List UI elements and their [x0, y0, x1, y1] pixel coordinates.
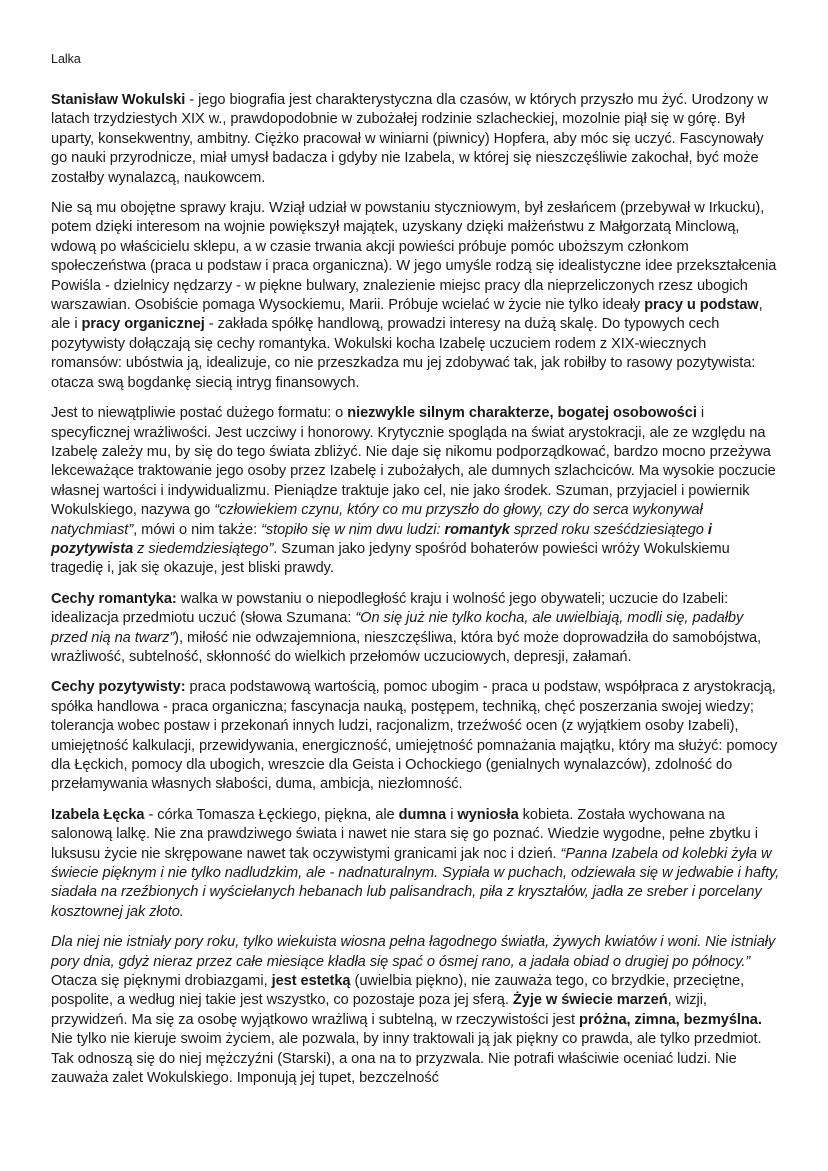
- italic-quote: sprzed roku sześćdziesiątego: [509, 521, 708, 538]
- text-run: , wizji, przywidzeń. Ma się za osobę wyjątkowo wrażliwą i subtelną, w rzeczywistości jest: [51, 992, 707, 1028]
- emphasis-text: romantyk: [444, 521, 510, 538]
- text-run: - córka Tomasza Łęckiego, piękna, ale: [144, 806, 399, 823]
- text-run: walka w powstaniu o niepodległość kraju i wolność jego obywateli; uczucie do Izabeli: idealizacja przedmiotu uczuć (słowa Szumana:: [51, 590, 729, 627]
- paragraph-2: [51, 199, 780, 393]
- bold-text: pracy organicznej: [81, 316, 205, 333]
- emphasis-text: i pozytywista: [51, 521, 712, 557]
- italic-quote: “On się już nie tylko kocha, ale uwielbiają, modli się, padałby przed nią na twarz”: [51, 610, 744, 646]
- text-run: , ale i: [51, 297, 763, 333]
- text-run: - jego biografia jest charakterystyczna dla czasów, w których przyszło mu żyć. Urodzony w latach trzydziestych XIX w., prawdopodobnie w zubożałej rodzinie szlacheckiej, mozolnie piął się w górę. Był uparty, konsekwentny, ambitny. Ciężko pracował w winiarni (piwnicy) Hopfera, aby móc się uczyć. Fascynowały go nauki przyrodnicze, miał umysł badacza i gdyby nie Izabela, w której się nieszczęśliwie zakochał, być może zostałby wynalazcą, naukowcem.: [51, 92, 768, 186]
- bold-text: próżna, zimna, bezmyślna.: [579, 1011, 762, 1028]
- text-run: ), miłość nie odwzajemniona, nieszczęśliwa, która być może doprowadziła do samobójstwa, wrażliwość, subtelność, skłonność do wielkich przełomów uczuciowych, depresji, załamań.: [51, 629, 762, 665]
- text-run: Nie tylko nie kieruje swoim życiem, ale pozwala, by inny traktowali ją jak piękny co prawda, ale tylko przedmiot. Tak odnoszą się do niej mężczyźni (Starski), a ona na to przyzwala. Nie potrafi właściwie oceniać ludzi. Nie zauważa zalet Wokulskiego. Imponują jej tupet, bezczelność: [51, 1031, 762, 1087]
- text-run: i: [446, 806, 458, 823]
- paragraph-6: [51, 806, 780, 922]
- text-run: . Szuman jako jedyny spośród bohaterów powieści wróży Wokulskiemu tragedię i, jak się okazuje, jest bliski prawdy.: [51, 540, 730, 577]
- bold-text: pracy u podstaw: [644, 297, 759, 314]
- bold-text: Cechy pozytywisty:: [51, 679, 186, 696]
- italic-quote: “stopiło się w nim dwu ludzi:: [261, 521, 445, 538]
- paragraph-4: [51, 590, 780, 668]
- bold-text: wyniosła: [457, 806, 519, 823]
- text-run: , mówi o nim także:: [133, 521, 262, 538]
- paragraph-1: [51, 91, 780, 188]
- bold-text: Żyje w świecie marzeń: [512, 992, 668, 1009]
- text-run: - zakłada spółkę handlową, prowadzi interesy na dużą skalę. Do typowych cech pozytywisty dołączają się cechy romantyka. Wokulski kocha Izabelę uczuciem rodem z XIX-wiecznych romansów: ubóstwia ją, idealizuje, co nie przeszkadza mu jej zdobywać tak, jak robiłby to rasowy pozytywista: otacza swą bogdankę siecią intryg finansowych.: [51, 316, 756, 391]
- text-run: Otacza się pięknymi drobiazgami,: [51, 973, 272, 990]
- text-run: kobieta. Została wychowana na salonową lalkę. Nie zna prawdziwego świata i nawet nie stara się go poznać. Wiedzie wygodne, pełne zbytku i luksusu życie nie skrępowane nawet tak oczywistymi granicami jak noc i dzień.: [51, 806, 758, 862]
- bold-text: Izabela Łęcka: [51, 806, 145, 823]
- bold-text: jest estetką: [271, 973, 351, 990]
- italic-quote: “człowiekiem czynu, który co mu przyszło do głowy, czy do serca wykonywał natychmiast”: [51, 502, 703, 538]
- text-run: Jest to niewątpliwie postać dużego formatu: o: [51, 405, 348, 422]
- text-run: Nie są mu obojętne sprawy kraju. Wziął udział w powstaniu styczniowym, był zesłańcem (przebywał w Irkucku), potem dzięki interesom na wojnie powiększył majątek, uzyskany dzięki małżeństwu z Małgorzatą Minclową, wdową po właścicielu sklepu, a w czasie trwania akcji powieści próbuje pomóc uboższym członkom społeczeństwa (praca u podstaw i praca organiczna). W jego umyśle rodzą się idealistyczne idee przekształcenia Powiśla - dzielnicy nędzarzy - w piękne bulwary, znalezienie miejsc pracy dla nieprzeliczonych rzesz ubogich warszawian. Osobiście pomaga Wysockiemu, Marii. Próbuje wcielać w życie nie tylko ideały: [51, 200, 777, 314]
- bold-text: dumna: [398, 806, 447, 823]
- text-run: (uwielbia piękno), nie zauważa tego, co brzydkie, przeciętne, pospolite, a według niej takie jest wszystko, co pozostaje poza jej sferą.: [51, 973, 745, 1009]
- bold-text: niezwykle silnym charakterze, bogatej osobowości: [347, 405, 697, 422]
- bold-text: Cechy romantyka:: [51, 590, 177, 607]
- paragraph-5: [51, 678, 780, 794]
- italic-quote: Dla niej nie istniały pory roku, tylko wiekuista wiosna pełna łagodnego światła, żywych kwiatów i woni. Nie istniały pory dnia, gdyż nieraz przez całe miesiące kładła się spać o ósmej rano, a jadała obiad o drugiej po północy.”: [51, 934, 776, 970]
- bold-text: Stanisław Wokulski: [51, 92, 186, 108]
- document-body: [51, 91, 780, 1089]
- document-header: Lalka: [51, 52, 81, 66]
- paragraph-3: [51, 404, 780, 579]
- text-run: praca podstawową wartością, pomoc ubogim - praca u podstaw, współpraca z arystokracją, spółka handlowa - praca organiczna; fascynacja nauką, postępem, techniką, chęć poszerzania swojej wiedzy; tolerancja wobec postaw i przekonań innych ludzi, racjonalizm, trzeźwość ocen (z wyjątkiem osoby Izabeli), umiejętność kalkulacji, przewidywania, energiczność, umiejętność pomnażania majątku, który ma służyć: pomocy dla Łęckich, pomocy dla ubogich, wreszcie dla Geista i Ochockiego (genialnych wynalazców), zdolność do przełamywania własnych słabości, duma, ambicja, niezłomność.: [51, 679, 778, 793]
- italic-quote: z siedemdziesiątego”: [133, 540, 274, 557]
- bold-italic-run: [445, 522, 510, 538]
- paragraph-7: [51, 933, 780, 1088]
- text-run: i specyficznej wrażliwości. Jest uczciwy i honorowy. Krytycznie spogląda na świat arystokracji, ale ze względu na Izabelę zależy mu, by się do tego świata zbliżyć. Nie daje się nikomu podporządkować, bardzo mocno przeżywa lekceważące traktowanie jego osoby przez Izabelę i zubożałych, ale dumnych szlachciców. Ma wysokie poczucie własnej wartości i indywidualizmu. Pieniądze traktuje jako cel, nie jako środek. Szuman, przyjaciel i powiernik Wokulskiego, nazywa go: [51, 405, 776, 519]
- italic-quote: “Panna Izabela od kolebki żyła w świecie pięknym i nie tylko nadludzkim, ale - nadnaturalnym. Sypiała w puchach, odziewała się w jedwabie i hafty, siadała na rzeźbionych i wyściełanych hebanach lub palisandrach, piła z kryształów, jadła ze sreber i porcelany kosztownej jak złoto.: [51, 845, 780, 920]
